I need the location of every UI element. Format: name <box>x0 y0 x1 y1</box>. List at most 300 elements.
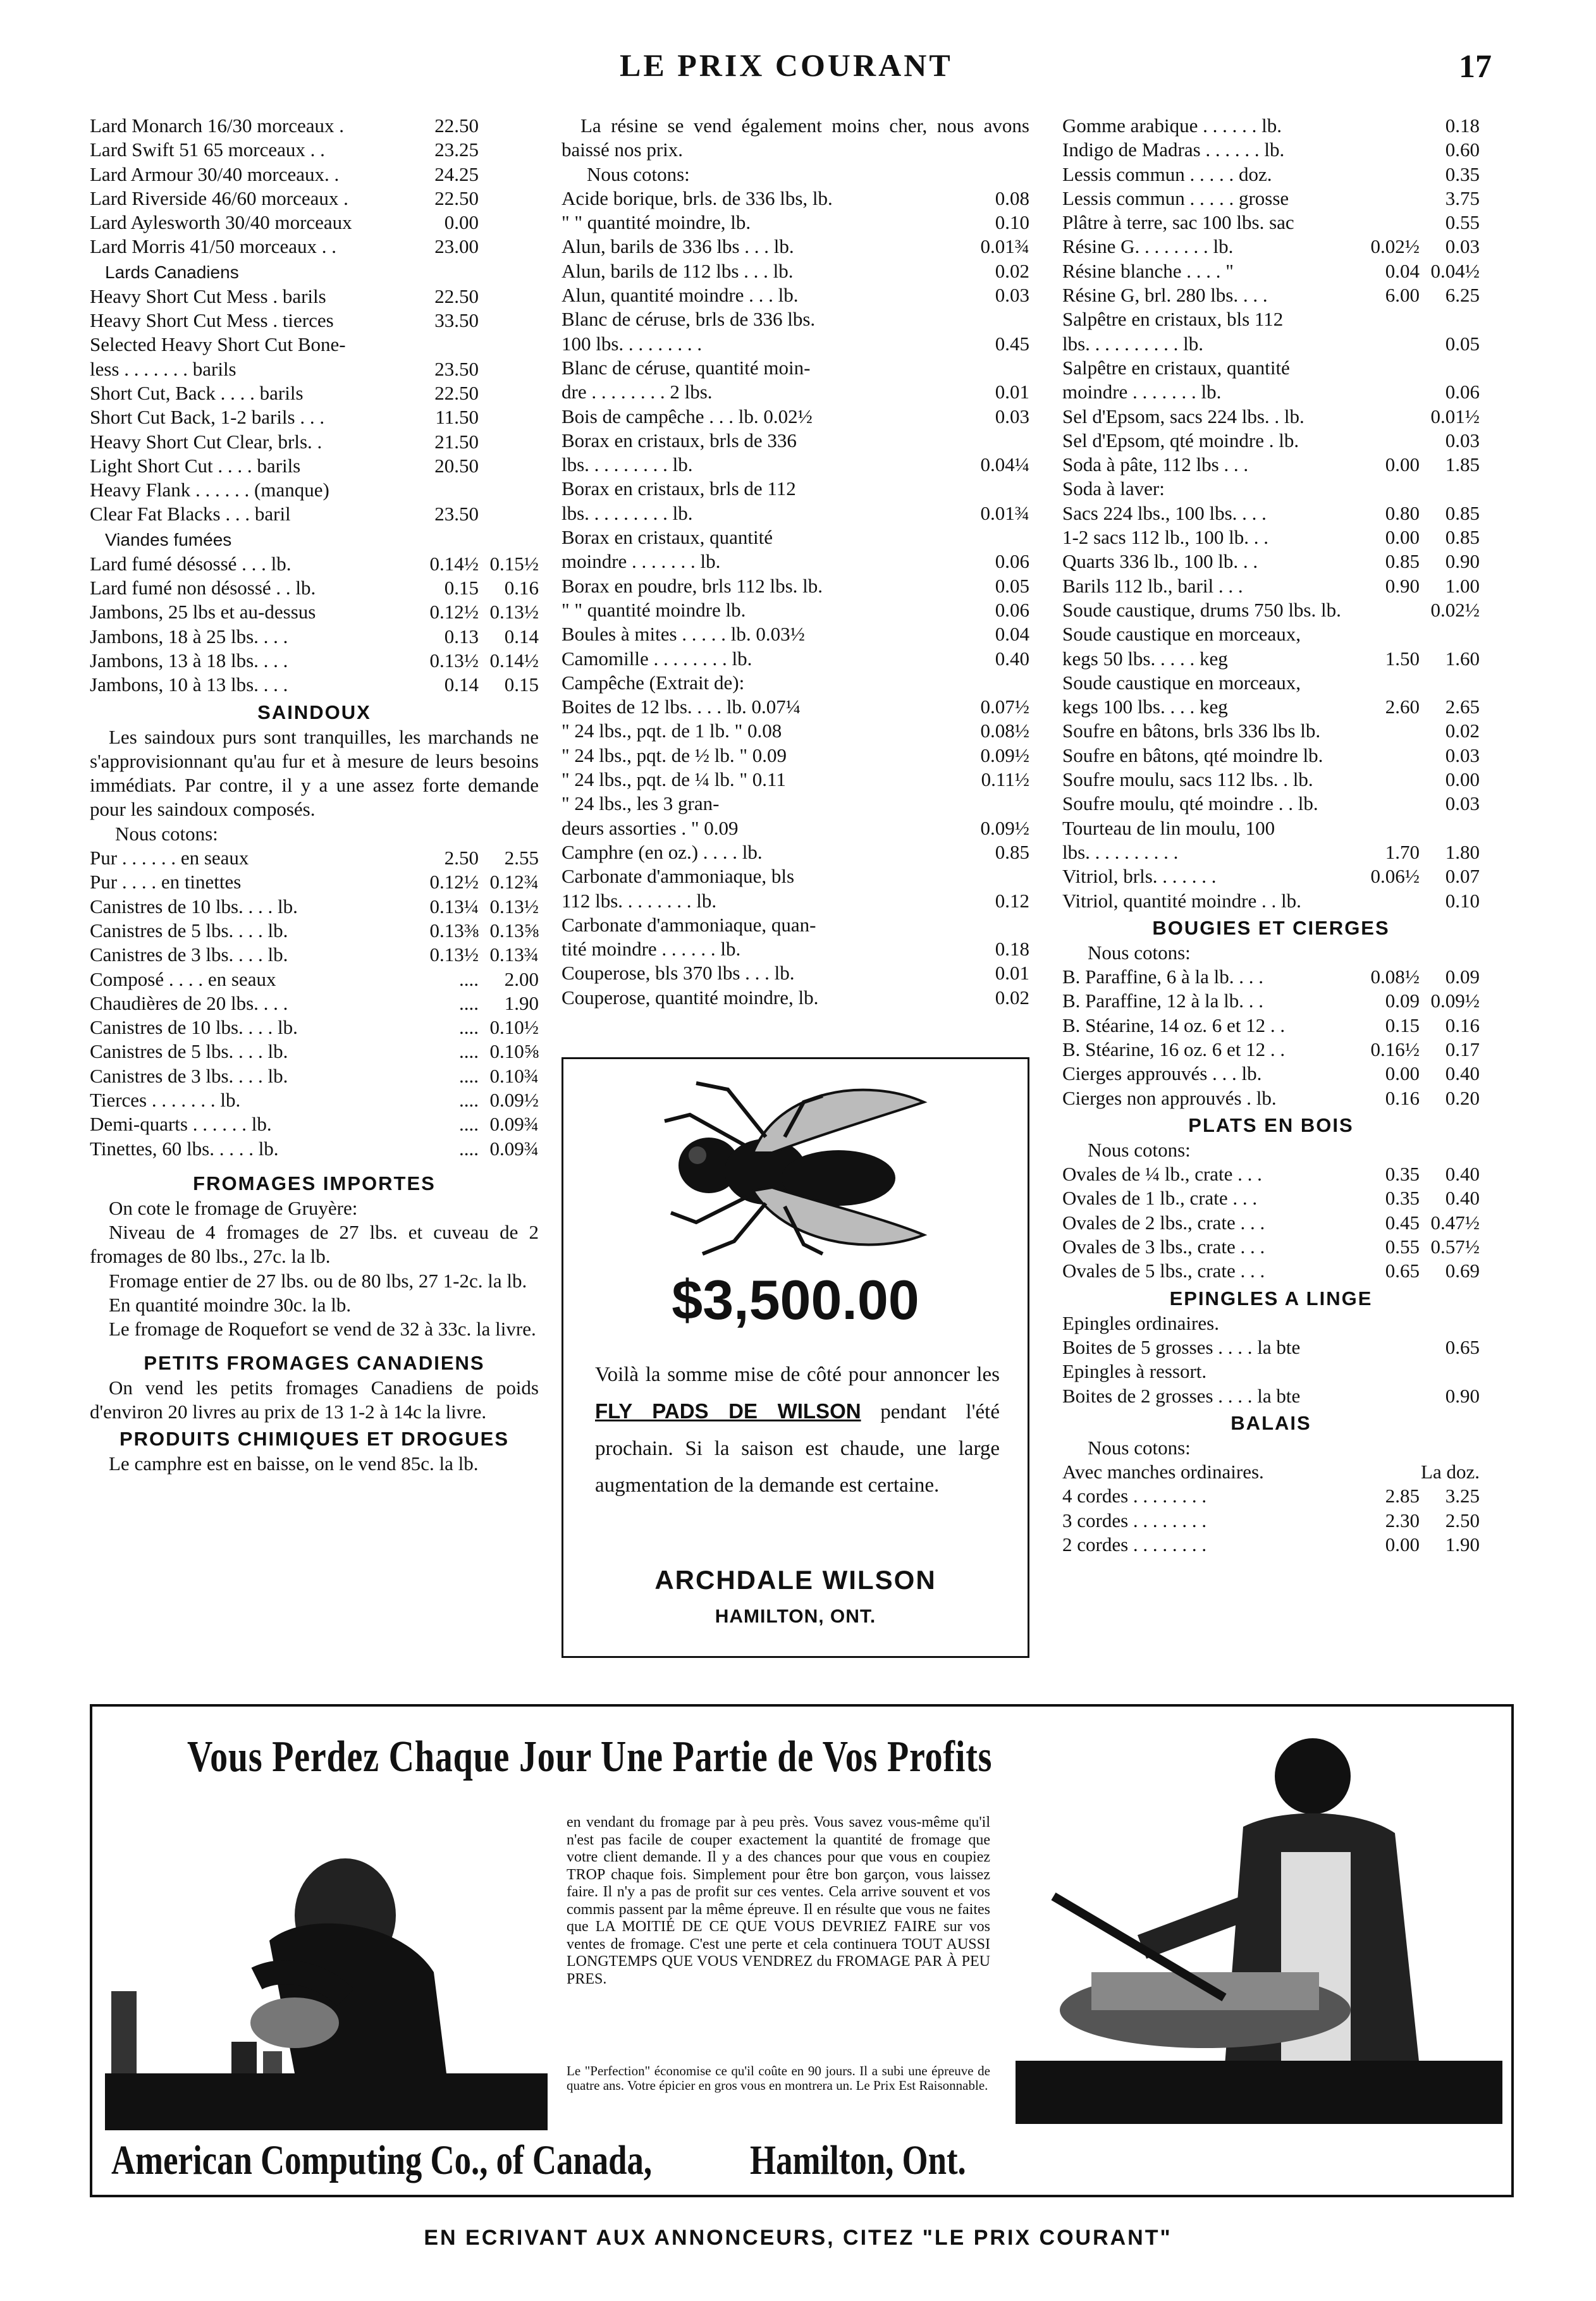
price-row <box>90 1064 539 1088</box>
row-label: Sel d'Epsom, qté moindre . lb. <box>1062 429 1299 451</box>
row-label: lbs. . . . . . . . . lb. <box>562 501 693 524</box>
row-price: 0.65 <box>1445 1335 1480 1358</box>
page-header <box>0 44 1596 89</box>
row-price <box>1360 138 1420 162</box>
row-price: 0.55 <box>1445 211 1480 234</box>
price-row <box>1062 1235 1480 1259</box>
row-price: 0.90 <box>1385 574 1420 597</box>
row-price: 24.25 <box>434 163 479 185</box>
row-price: 0.02 <box>995 259 1029 282</box>
price-row <box>562 647 1029 671</box>
price-row <box>1062 1311 1480 1335</box>
row-label: Ovales de 3 lbs., crate . . . <box>1062 1236 1265 1258</box>
price-row <box>1062 1359 1480 1384</box>
row-label: tité moindre . . . . . . lb. <box>562 938 741 960</box>
row-price: 0.85 <box>1445 501 1480 524</box>
row-label: Soude caustique en morceaux, <box>1062 671 1301 694</box>
row-label: lbs. . . . . . . . . lb. <box>562 453 693 476</box>
row-price: 0.11½ <box>981 768 1029 791</box>
price-row <box>90 430 539 454</box>
row-label: Canistres de 5 lbs. . . . lb. <box>90 1040 288 1063</box>
price-row <box>90 163 539 187</box>
cheese-cutter-machine-illustration <box>1016 1719 1502 2124</box>
row-price: 0.85 <box>995 840 1029 863</box>
price-row <box>1062 1384 1480 1408</box>
row-price: 0.03 <box>1445 235 1480 258</box>
ad-text-b: pendant l'été prochain. Si la saison est chaude, une large augmentation de la demande est certaine. <box>595 1401 1000 1497</box>
row-label: Heavy Short Cut Mess . tierces <box>90 309 334 332</box>
row-price <box>1360 1359 1420 1384</box>
row-price: .... <box>459 1113 479 1136</box>
price-row <box>90 502 539 526</box>
row-price: 1.85 <box>1445 453 1480 476</box>
price-row <box>90 1088 539 1112</box>
resine-intro: La résine se vend également moins cher, nous avons baissé nos prix. <box>562 114 1029 161</box>
row-label: Demi-quarts . . . . . . lb. <box>90 1113 272 1136</box>
row-price <box>1360 622 1420 646</box>
price-row <box>90 357 539 381</box>
price-row <box>1062 477 1480 501</box>
row-label: Vitriol, brls. . . . . . . <box>1062 865 1217 888</box>
row-label: Camomille . . . . . . . . lb. <box>562 647 752 670</box>
row-price: 0.07 <box>1445 865 1480 888</box>
price-row <box>1062 1211 1480 1235</box>
row-price <box>1360 792 1420 816</box>
row-label: Ovales de 5 lbs., crate . . . <box>1062 1260 1265 1282</box>
row-price: 0.13½ <box>429 943 479 966</box>
row-label: Short Cut, Back . . . . barils <box>90 381 304 404</box>
row-price: 0.02½ <box>1430 598 1480 621</box>
row-label: Cierges approuvés . . . lb. <box>1062 1062 1262 1085</box>
row-price: 0.18 <box>995 938 1029 960</box>
row-price <box>1360 429 1420 453</box>
balais-rows <box>1062 1460 1480 1557</box>
row-price: 2.50 <box>444 847 479 869</box>
row-price <box>479 333 539 357</box>
row-price: 0.65 <box>1385 1260 1420 1282</box>
row-label: Gomme arabique . . . . . . lb. <box>1062 114 1282 137</box>
row-label: Blanc de céruse, quantité moin- <box>562 356 811 379</box>
row-price <box>1360 163 1420 187</box>
price-row <box>562 501 1029 525</box>
row-label: Lard fumé non désossé . . lb. <box>90 577 316 599</box>
row-price <box>1360 211 1420 235</box>
row-price <box>969 864 1029 888</box>
row-price <box>479 235 539 259</box>
row-label: Indigo de Madras . . . . . . lb. <box>1062 138 1285 161</box>
plats-rows <box>1062 1162 1480 1283</box>
price-row <box>1062 380 1480 404</box>
row-price <box>419 478 479 502</box>
price-row <box>1062 647 1480 671</box>
row-price: 0.69 <box>1445 1260 1480 1282</box>
row-label: Cierges non approuvés . lb. <box>1062 1086 1277 1109</box>
row-label: " 24 lbs., pqt. de 1 lb. " 0.08 <box>562 720 782 742</box>
row-price <box>479 211 539 235</box>
price-row <box>90 138 539 162</box>
row-price <box>479 285 539 309</box>
price-row <box>562 525 1029 549</box>
section-produits-chimiques: PRODUITS CHIMIQUES ET DROGUES <box>119 1428 510 1451</box>
price-row <box>1062 792 1480 816</box>
row-price: 0.10 <box>995 211 1029 234</box>
price-row <box>90 235 539 259</box>
row-label: Boites de 5 grosses . . . . la bte <box>1062 1335 1301 1358</box>
row-price: .... <box>459 1137 479 1160</box>
row-label: Lard Armour 30/40 morceaux. . <box>90 163 340 185</box>
row-price: 0.85 <box>1445 526 1480 549</box>
row-label: Résine blanche . . . . " <box>1062 259 1234 282</box>
price-row <box>562 549 1029 574</box>
price-row <box>562 283 1029 307</box>
chimiques-rows <box>562 187 1029 1010</box>
price-row <box>1062 1186 1480 1210</box>
fly-illustration <box>658 1077 936 1260</box>
row-label: 100 lbs. . . . . . . . . <box>562 332 703 355</box>
price-row <box>1062 744 1480 768</box>
row-price: 0.12 <box>995 889 1029 912</box>
saindoux-rows <box>90 846 539 1161</box>
row-label: Borax en cristaux, brls de 112 <box>562 477 796 500</box>
row-price: 0.10¾ <box>489 1064 539 1087</box>
row-label: Lessis commun . . . . . doz. <box>1062 163 1272 185</box>
row-price: 0.13½ <box>429 649 479 672</box>
price-row <box>1062 1335 1480 1359</box>
price-row <box>562 259 1029 283</box>
row-price <box>479 138 539 162</box>
row-price: 0.13½ <box>489 895 539 917</box>
price-row <box>562 792 1029 816</box>
row-price: .... <box>459 967 479 990</box>
row-price: 0.35 <box>1385 1163 1420 1186</box>
row-price <box>479 163 539 187</box>
row-label: Boites de 2 grosses . . . . la bte <box>1062 1384 1301 1407</box>
fromages-p3: Fromage entier de 27 lbs. ou de 80 lbs, 27 1-2c. la lb. <box>109 1269 527 1292</box>
price-row <box>562 622 1029 646</box>
price-row <box>1062 719 1480 743</box>
banner-note: Le "Perfection" économise ce qu'il coûte en 90 jours. Il a subi une épreuve de quatre ans. Votre épicier en gros vous en montrera un. Le Prix Est Raisonnable. <box>567 2063 990 2093</box>
price-row <box>1062 864 1480 888</box>
row-label: Pur . . . . en tinettes <box>90 871 242 893</box>
row-price <box>1360 332 1420 356</box>
row-label: 2 cordes . . . . . . . . <box>1062 1533 1207 1556</box>
row-price: 23.00 <box>434 235 479 258</box>
row-price <box>1360 477 1420 501</box>
row-price <box>1360 719 1420 743</box>
lards-canadiens-rows <box>90 285 539 527</box>
row-price: 0.14½ <box>429 552 479 575</box>
row-label: " " quantité moindre, lb. <box>562 211 751 234</box>
row-price: 23.50 <box>434 357 479 380</box>
row-label: B. Paraffine, 6 à la lb. . . . <box>1062 966 1263 988</box>
price-row <box>90 333 539 357</box>
row-price: 0.00 <box>1385 1062 1420 1085</box>
row-label: Borax en cristaux, brls de 336 <box>562 429 797 451</box>
row-price <box>1360 307 1420 331</box>
price-row <box>562 235 1029 259</box>
price-row <box>1062 840 1480 864</box>
section-epingles: EPINGLES A LINGE <box>1169 1287 1373 1310</box>
section-bougies: BOUGIES ET CIERGES <box>1152 916 1390 939</box>
row-price: 0.01½ <box>1430 405 1480 427</box>
row-label: Soude caustique, drums 750 lbs. lb. <box>1062 598 1341 621</box>
price-row <box>1062 235 1480 259</box>
row-price: 0.40 <box>1445 1163 1480 1186</box>
row-price <box>479 381 539 405</box>
row-price: 0.16½ <box>1370 1038 1420 1060</box>
row-label: Alun, barils de 112 lbs . . . lb. <box>562 259 794 282</box>
row-price <box>1360 816 1420 840</box>
row-price: 0.09½ <box>980 816 1029 839</box>
row-price: 0.60 <box>1445 138 1480 161</box>
price-row <box>1062 429 1480 453</box>
row-price: 0.03 <box>995 284 1029 307</box>
row-price: 0.03 <box>1445 429 1480 451</box>
row-price <box>1420 307 1480 331</box>
row-price: 0.13⅝ <box>489 919 539 942</box>
ad-price: $3,500.00 <box>672 1268 919 1331</box>
row-label: Boites de 12 lbs. . . . lb. 0.07¼ <box>562 696 801 718</box>
row-label: Campêche (Extrait de): <box>562 671 745 694</box>
price-row <box>1062 1460 1480 1484</box>
price-row <box>90 1112 539 1136</box>
price-row <box>562 356 1029 380</box>
row-price: 0.14½ <box>489 649 539 672</box>
price-row <box>1062 1062 1480 1086</box>
price-row <box>90 895 539 919</box>
row-price: 2.55 <box>504 847 539 869</box>
row-price <box>1420 1359 1480 1384</box>
grocer-cutting-cheese-illustration <box>105 1833 548 2130</box>
row-price: 0.45 <box>1385 1211 1420 1234</box>
row-price: 0.80 <box>1385 501 1420 524</box>
row-price <box>1420 622 1480 646</box>
row-label: Jambons, 25 lbs et au-dessus <box>90 601 316 623</box>
row-label: Avec manches ordinaires. <box>1062 1461 1264 1483</box>
row-label: Résine G, brl. 280 lbs. . . . <box>1062 284 1268 307</box>
row-price: 0.14 <box>444 673 479 696</box>
page-title: LE PRIX COURANT <box>620 47 953 83</box>
row-label: 4 cordes . . . . . . . . <box>1062 1485 1207 1507</box>
row-price: 0.06 <box>1445 381 1480 403</box>
row-label: " 24 lbs., pqt. de ½ lb. " 0.09 <box>562 744 787 766</box>
row-price: 0.06 <box>995 550 1029 573</box>
price-row <box>562 840 1029 864</box>
row-label: Salpêtre en cristaux, quantité <box>1062 356 1290 379</box>
row-price: 3.75 <box>1445 187 1480 209</box>
row-price: 0.07½ <box>980 696 1029 718</box>
row-label: Tinettes, 60 lbs. . . . . lb. <box>90 1137 279 1160</box>
row-price <box>1360 1384 1420 1408</box>
row-price: 1.90 <box>1445 1533 1480 1556</box>
row-price <box>479 187 539 211</box>
price-row <box>90 673 539 697</box>
price-row <box>1062 671 1480 695</box>
row-label: Canistres de 3 lbs. . . . lb. <box>90 1064 288 1087</box>
row-price: 0.02½ <box>1370 235 1420 258</box>
row-label: less . . . . . . . barils <box>90 357 236 380</box>
row-price: 11.50 <box>435 406 479 429</box>
row-price <box>479 502 539 526</box>
price-row <box>562 913 1029 937</box>
row-price: 0.05 <box>1445 332 1480 355</box>
row-price: 0.14 <box>504 625 539 647</box>
row-label: lbs. . . . . . . . . . lb. <box>1062 332 1204 355</box>
price-row <box>562 477 1029 501</box>
row-price: 0.40 <box>995 647 1029 670</box>
row-price: 0.10 <box>1445 889 1480 912</box>
row-price: 20.50 <box>434 454 479 477</box>
ad-text <box>595 1356 1000 1504</box>
row-label: Boules à mites . . . . . lb. 0.03½ <box>562 623 805 646</box>
row-price: 0.20 <box>1445 1086 1480 1109</box>
row-label: Canistres de 10 lbs. . . . lb. <box>90 895 298 917</box>
row-price: 0.00 <box>444 211 479 234</box>
row-label: deurs assorties . " 0.09 <box>562 816 739 839</box>
row-price: 2.50 <box>1445 1509 1480 1531</box>
price-row <box>90 405 539 429</box>
row-label: kegs 100 lbs. . . . keg <box>1062 696 1228 718</box>
row-price: 0.03 <box>1445 744 1480 766</box>
row-price: 0.90 <box>1445 550 1480 573</box>
banner-text: en vendant du fromage par à peu près. Vous savez vous-même qu'il n'est pas facile de couper exactement la quantité de fromage que votre client demande. Il y a des chances pour que vous en coupiez TROP chaque fois. Simplement pour être bon garçon, vous laissez faire. Il n'y a pas de profit sur ces ventes. Cela arrive souvent et vos commis passent par la même épreuve. Il en résulte que vous ne faites que LA MOITIÉ DE CE QUE VOUS DEVRIEZ FAIRE sur vos ventes de fromage. C'est une perte et cela continuera TOUT AUSSI LONGTEMPS QUE VOUS VENDREZ du FROMAGE PAR À PEU PRES. <box>567 1814 990 1987</box>
row-price <box>479 114 539 138</box>
row-label: Short Cut Back, 1-2 barils . . . <box>90 406 325 429</box>
chimiques-cotons: Nous cotons: <box>587 163 690 185</box>
price-row <box>562 187 1029 211</box>
page-number: 17 <box>1459 49 1492 85</box>
price-row <box>90 967 539 991</box>
price-row <box>90 919 539 943</box>
row-label: Salpêtre en cristaux, bls 112 <box>1062 308 1284 331</box>
row-label: Light Short Cut . . . . barils <box>90 454 301 477</box>
row-price <box>1360 405 1420 429</box>
row-label: Lard Aylesworth 30/40 morceaux <box>90 211 352 234</box>
price-row <box>90 625 539 649</box>
row-label: " " quantité moindre lb. <box>562 598 746 621</box>
row-price: 0.01¾ <box>980 235 1029 258</box>
row-price: .... <box>459 1064 479 1087</box>
row-label: " 24 lbs., pqt. de ¼ lb. " 0.11 <box>562 768 786 791</box>
price-row <box>562 889 1029 913</box>
row-label: Soda à pâte, 112 lbs . . . <box>1062 453 1249 476</box>
produits-paragraph: Le camphre est en baisse, on le vend 85c. la lb. <box>109 1452 479 1475</box>
row-label: Jambons, 18 à 25 lbs. . . . <box>90 625 288 647</box>
row-price: 0.09 <box>1445 966 1480 988</box>
row-price: 0.03 <box>1445 792 1480 815</box>
row-price: 0.13 <box>444 625 479 647</box>
row-price <box>1360 598 1420 622</box>
fromages-p4: En quantité moindre 30c. la lb. <box>109 1294 352 1316</box>
price-row <box>562 719 1029 743</box>
ad-product: FLY PADS DE WILSON <box>595 1399 861 1423</box>
row-price: 0.04½ <box>1430 259 1480 282</box>
price-row <box>1062 1509 1480 1533</box>
row-price: 0.01¾ <box>980 501 1029 524</box>
plats-cotons: Nous cotons: <box>1088 1138 1191 1161</box>
row-price: 1.00 <box>1445 574 1480 597</box>
row-price: 0.35 <box>1385 1187 1420 1210</box>
row-price: 0.40 <box>1445 1062 1480 1085</box>
row-price <box>479 478 539 502</box>
bougies-cotons: Nous cotons: <box>1088 941 1191 964</box>
row-price: 1.50 <box>1385 647 1420 670</box>
row-label: 3 cordes . . . . . . . . <box>1062 1509 1207 1531</box>
section-plats: PLATS EN BOIS <box>1188 1114 1354 1136</box>
banner-title: Vous Perdez Chaque Jour Une Partie de Vos Profits <box>187 1733 993 1781</box>
price-row <box>90 600 539 624</box>
row-label: Soufre en bâtons, qté moindre lb. <box>1062 744 1323 766</box>
price-row <box>1062 405 1480 429</box>
row-label: Lessis commun . . . . . grosse <box>1062 187 1289 209</box>
row-price: 0.12½ <box>429 601 479 623</box>
row-price <box>1360 889 1420 913</box>
row-price <box>1420 671 1480 695</box>
price-row <box>90 309 539 333</box>
row-price: 0.17 <box>1445 1038 1480 1060</box>
row-label: Tourteau de lin moulu, 100 <box>1062 816 1275 839</box>
row-price: 0.00 <box>1385 1533 1420 1556</box>
row-price: 0.09¾ <box>489 1137 539 1160</box>
row-price: 0.15 <box>444 577 479 599</box>
price-row <box>562 864 1029 888</box>
row-label: Résine G. . . . . . . . lb. <box>1062 235 1234 258</box>
petits-fromages-paragraph: On vend les petits fromages Canadiens de poids d'environ 20 livres au prix de 13 1-2 à 14c la livre. <box>90 1376 539 1423</box>
price-row <box>1062 549 1480 574</box>
row-label: Canistres de 10 lbs. . . . lb. <box>90 1016 298 1039</box>
row-price: 0.13⅜ <box>429 919 479 942</box>
price-row <box>562 671 1029 695</box>
row-price: 0.18 <box>1445 114 1480 137</box>
price-row <box>1062 501 1480 525</box>
row-price: 2.60 <box>1385 696 1420 718</box>
ad-brand: ARCHDALE WILSON <box>654 1565 936 1595</box>
balais-cotons: Nous cotons: <box>1088 1436 1191 1459</box>
row-price: 0.13½ <box>489 601 539 623</box>
section-saindoux: SAINDOUX <box>257 701 371 723</box>
row-label: Heavy Flank . . . . . . (manque) <box>90 479 329 501</box>
row-price: 0.00 <box>1385 526 1420 549</box>
row-price: .... <box>459 1040 479 1063</box>
row-price <box>969 913 1029 937</box>
row-price: 0.15½ <box>489 552 539 575</box>
row-label: 112 lbs. . . . . . . . lb. <box>562 889 717 912</box>
row-price: 6.25 <box>1445 284 1480 307</box>
column-2 <box>562 114 1029 1010</box>
row-price: 22.50 <box>434 285 479 307</box>
row-price <box>969 429 1029 453</box>
ad-text-a: Voilà la somme mise de côté pour annoncer les <box>595 1363 1000 1386</box>
row-price <box>1360 1335 1420 1359</box>
epingles-rows <box>1062 1311 1480 1408</box>
row-price: 22.50 <box>434 381 479 404</box>
cheese-cutter-advertisement <box>90 1704 1514 2197</box>
row-label: B. Stéarine, 16 oz. 6 et 12 . . <box>1062 1038 1286 1060</box>
row-price: 0.57½ <box>1430 1236 1480 1258</box>
price-row <box>562 429 1029 453</box>
row-price: 1.80 <box>1445 840 1480 863</box>
row-price <box>419 333 479 357</box>
price-row <box>562 695 1029 719</box>
row-label: Soufre moulu, qté moindre . . lb. <box>1062 792 1318 815</box>
price-row <box>1062 163 1480 187</box>
price-row <box>1062 1484 1480 1508</box>
price-row <box>1062 695 1480 719</box>
row-price: 3.25 <box>1445 1485 1480 1507</box>
price-row <box>1062 211 1480 235</box>
row-price: 22.50 <box>434 187 479 209</box>
row-price: 0.10½ <box>489 1016 539 1039</box>
